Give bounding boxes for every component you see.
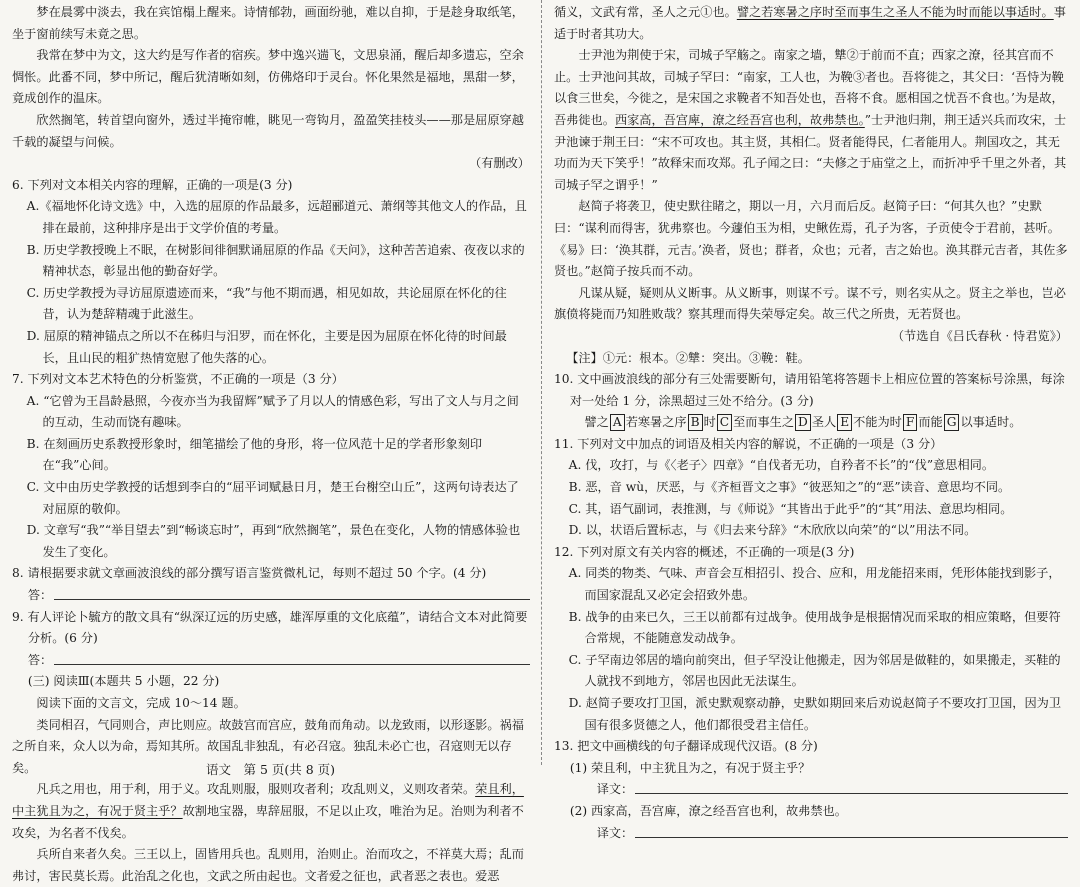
classical-paragraph <box>554 45 1068 196</box>
source-note: （有删改） <box>469 156 530 171</box>
section-heading: (三) 阅读Ⅲ(本题共 5 小题，22 分) <box>27 674 220 689</box>
segment-text: 圣人 <box>811 415 837 430</box>
option-6a: A.《福地怀化诗文选》中，入选的屈原的作品最多，远超郦道元、萧纲等其他文人的作品，且排在最前，这种排序是出于文学价值的考量。 <box>26 199 527 235</box>
option-7b: B. 在刻画历史系教授形象时，细笔描绘了他的身形，将一位风范十足的学者形象刻印在“我”心间。 <box>26 436 483 473</box>
option-6d: D. 屈原的精神锚点之所以不在秭归与汨罗，而在怀化，主要是因为屈原在怀化待的时间最长，且山民的粗犷热情宽慰了他失落的心。 <box>26 328 507 365</box>
question-6: 6. 下列对文本相关内容的理解，正确的一项是(3 分) <box>12 177 293 192</box>
translation-blank[interactable] <box>635 823 1068 838</box>
option-11b: B. 恶，音 wù，厌恶，与《齐桓晋文之事》“彼恶知之”的“恶”读音、意思均不同。 <box>568 480 1011 495</box>
option-11d: D. 以，状语后置标志，与《归去来兮辞》“木欣欣以向荣”的“以”用法不同。 <box>568 523 977 538</box>
answer-blank[interactable] <box>54 650 530 665</box>
segment-text: 不能为时 <box>853 415 902 430</box>
segment-text: 譬之 <box>584 415 609 430</box>
segment-text: 而能 <box>918 415 943 430</box>
classical-text: 循义，文武有常，圣人之元①也。 <box>554 5 737 19</box>
translation-blank[interactable] <box>635 779 1068 794</box>
classical-paragraph: 赵简子将袭卫，使史默往睹之，期以一月，六月而后反。赵简子曰：“何其久也？”史默曰：“谋利而得害，犹弗察也。今蘧伯玉为相，史鳅佐焉，孔子为客，子贡使令于君前，甚听。《易》曰：‘涣其群，元吉。’涣者，贤也；群者，众也；元者，吉之始也。涣其群元吉者，其佐多贤也。”赵简子按兵而不动。 <box>554 199 1068 279</box>
source-note: （节选自《吕氏春秋 · 恃君览》） <box>891 328 1068 343</box>
classical-text: 事适于时者其功大。 <box>554 5 1066 41</box>
mark-box-b[interactable]: B <box>688 414 703 431</box>
option-7a: A. “它曾为王昌龄悬照，今夜亦当为我留辉”赋予了月以人的情感色彩，写出了文人与月之间的互动，生动而饶有趣味。 <box>26 393 519 430</box>
question-12: 12. 下列对原文有关内容的概述，不正确的一项是(3 分) <box>554 544 855 559</box>
classical-paragraph: 凡谋从疑，疑则从义断事。从义断事，则谋不亏。谋不亏，则名实从之。贤主之举也，岂必旗偾将毙而乃知胜败哉？察其理而得失荣辱定矣。故三代之所贵，无若贤也。 <box>554 285 1066 322</box>
mark-box-f[interactable]: F <box>903 414 917 431</box>
translation-line-1[interactable] <box>554 779 1068 801</box>
section-intro: 阅读下面的文言文，完成 10～14 题。 <box>36 696 246 710</box>
question-13-part-1: (1) 荣且利，中主犹且为之，有况于贤主乎？ <box>569 760 811 775</box>
underlined-sentence: 荣且利，中主犹且为之，有况于贤主乎？ <box>12 782 524 818</box>
classical-paragraph: 兵所自来者久矣。三王以上，固皆用兵也。乱则用，治则止。治而攻之，不祥莫大焉；乱而弗讨，害民莫长焉。此治乱之化也，文武之所由起也。文者爱之征也，武者恶之表也。爱恶 <box>12 847 524 883</box>
classical-paragraph <box>12 779 530 844</box>
segment-text: 若寒暑之序 <box>625 415 687 430</box>
translation-line-2[interactable] <box>554 823 1068 845</box>
option-12b: B. 战争的由来已久，三王以前都有过战争。使用战争是根据情况而采取的相应策略，但要符合常规，不能随意发动战争。 <box>568 609 1061 646</box>
mark-box-d[interactable]: D <box>795 414 811 431</box>
option-11a: A. 伐，攻打，与《〈老子〉四章》“自伐者无功，自矜者不长”的“伐”意思相同。 <box>568 458 995 473</box>
passage-paragraph: 欣然搁笔，转首望向窗外，透过半掩帘帷，眺见一弯钩月，盈盈笑挂枝头——那是屈原穿越千载的凝望与问候。 <box>12 112 524 149</box>
right-column <box>554 2 1068 840</box>
question-13: 13. 把文中画横线的句子翻译成现代汉语。(8 分) <box>554 739 818 754</box>
segmentation-line <box>554 412 1068 434</box>
question-9: 9. 有人评论卜毓方的散文具有“纵深辽远的历史感，雄浑厚重的文化底蕴”，请结合文本对此简要分析。(6 分) <box>12 609 528 646</box>
mark-box-c[interactable]: C <box>717 414 732 431</box>
option-6b: B. 历史学教授晚上不眠，在树影间徘徊默诵屈原的作品《天问》，这种苦苦追索、夜夜以求的精神状态，彰显出他的勤奋好学。 <box>26 242 525 279</box>
option-6c: C. 历史学教授为寻访屈原遗迹而来，“我”与他不期而遇，相见如故，共论屈原在怀化的往昔，认为楚辞精魂于此滋生。 <box>26 285 507 322</box>
translation-label: 译文： <box>596 825 634 840</box>
passage-paragraph: 梦在晨雾中淡去，我在宾馆榻上醒来。诗情郁勃，画面纷驰，难以自抑，于是趁身取纸笔，坐于窗前续写未竟之思。 <box>12 5 524 41</box>
classical-paragraph <box>554 2 1068 45</box>
question-10: 10. 文中画波浪线的部分有三处需要断句，请用铅笔将答题卡上相应位置的答案标号涂黑，每涂对一处给 1 分，涂黑超过三处不给分。(3 分) <box>554 372 1065 408</box>
question-11: 11. 下列对文中加点的词语及相关内容的解说，不正确的一项是（3 分） <box>554 436 943 451</box>
question-8: 8. 请根据要求就文章画波浪线的部分撰写语言鉴赏微札记，每则不超过 50 个字。(4 分) <box>12 566 487 581</box>
segment-text: 以事适时。 <box>960 415 1022 430</box>
column-divider <box>541 0 542 765</box>
wavy-underlined-sentence: 譬之若寒暑之序时至而事生之圣人不能为时而能以事适时。 <box>736 5 1054 19</box>
answer-blank[interactable] <box>54 585 530 600</box>
answer-label: 答： <box>27 588 53 603</box>
classical-paragraph: 类同相召，气同则合，声比则应。故鼓宫而宫应，鼓角而角动。以龙致雨，以形逐影。祸福之所自来，众人以为命，焉知其所。故国乱非独乱，有必召寇。独乱未必亡也，召寇则无以存矣。 <box>12 717 524 775</box>
underlined-sentence: 西家高，吾宫庳，潦之经吾宫也利，故弗禁也。 <box>614 112 865 127</box>
annotation-note: 【注】①元：根本。②犨：突出。③鞔：鞋。 <box>566 350 810 365</box>
mark-box-a[interactable]: A <box>610 414 625 431</box>
translation-label: 译文： <box>596 782 634 797</box>
mark-box-e[interactable]: E <box>837 414 852 431</box>
answer-label: 答： <box>27 652 53 667</box>
passage-paragraph: 我常在梦中为文，这大约是写作者的宿疾。梦中逸兴遄飞，文思泉涌，醒后却多遗忘，空余惆怅。此番不同，梦中所记，醒后犹清晰如刻，仿佛烙印于灵台。怀化果然是福地，黑甜一梦，竟成创作的温床。 <box>12 48 524 106</box>
question-13-part-2: (2) 西家高，吾宫庳，潦之经吾宫也利，故弗禁也。 <box>569 803 847 818</box>
option-7c: C. 文中由历史学教授的话想到李白的“屈平词赋悬日月，楚王台榭空山丘”，这两句诗表达了对屈原的敬仰。 <box>26 480 519 516</box>
option-12a: A. 同类的物类、气味、声音会互相招引、投合、应和，用龙能招来雨，凭形体能找到影子，而国家混乱又必定会招致外患。 <box>568 566 1061 603</box>
mark-box-g[interactable]: G <box>944 414 960 431</box>
page-footer: 语文 第 5 页(共 8 页) <box>205 762 336 778</box>
classical-text: 士尹池为荆使于宋，司城子罕觞之。南家之墙，犨②于前而不直；西家之潦，径其宫而不止。士尹池问其故，司城子罕曰：“南家，工人也，为鞔③者也。吾将徙之，其父曰：‘吾恃为鞔以食三世矣，今徙之，是宋国之求鞔者不知吾处也，吾将不食。愿相国之忧吾不食也。’为是故，吾弗徙也。 <box>554 48 1064 127</box>
answer-line-8[interactable] <box>12 585 530 607</box>
classical-text: ”士尹池归荆，荆王适兴兵而攻宋，士尹池谏于荆王曰：“宋不可攻也。其主贤，其相仁。贤者能得民，仁者能用人。荆国攻之，其无功而为天下笑乎！”故释宋而攻郑。孔子闻之曰：“夫修之于庙堂之上，而折冲乎千里之外者，其司城子罕之谓乎！” <box>554 112 1067 192</box>
option-12c: C. 子罕南边邻居的墙向前突出，但子罕没让他搬走，因为邻居是做鞋的，如果搬走，买鞋的人就找不到地方，邻居也因此无法谋生。 <box>568 652 1061 689</box>
option-11c: C. 其，语气副词，表推测，与《师说》“其皆出于此乎”的“其”用法、意思均相同。 <box>568 501 1013 516</box>
segment-text: 时 <box>703 415 716 430</box>
segment-text: 至而事生之 <box>733 415 795 430</box>
classical-text: 凡兵之用也，用于利，用于义。攻乱则服，服则攻者利；攻乱则义，义则攻者荣。 <box>36 782 476 797</box>
question-7: 7. 下列对文本艺术特色的分析鉴赏，不正确的一项是（3 分） <box>12 372 344 387</box>
option-12d: D. 赵简子要攻打卫国，派史默观察动静，史默如期回来后劝说赵简子不要攻打卫国，因为卫国有很多贤德之人，他们都很受君主信任。 <box>568 696 1062 732</box>
option-7d: D. 文章写“我”“举目望去”到“畅谈忘时”，再到“欣然搁笔”，景色在变化，人物的情感体验也发生了变化。 <box>26 523 521 559</box>
classical-text: 故割地宝器，卑辞屈服，不足以止攻，唯治为足。治则为利者不攻矣，为名者不伐矣。 <box>12 803 524 840</box>
answer-line-9[interactable] <box>12 650 530 672</box>
